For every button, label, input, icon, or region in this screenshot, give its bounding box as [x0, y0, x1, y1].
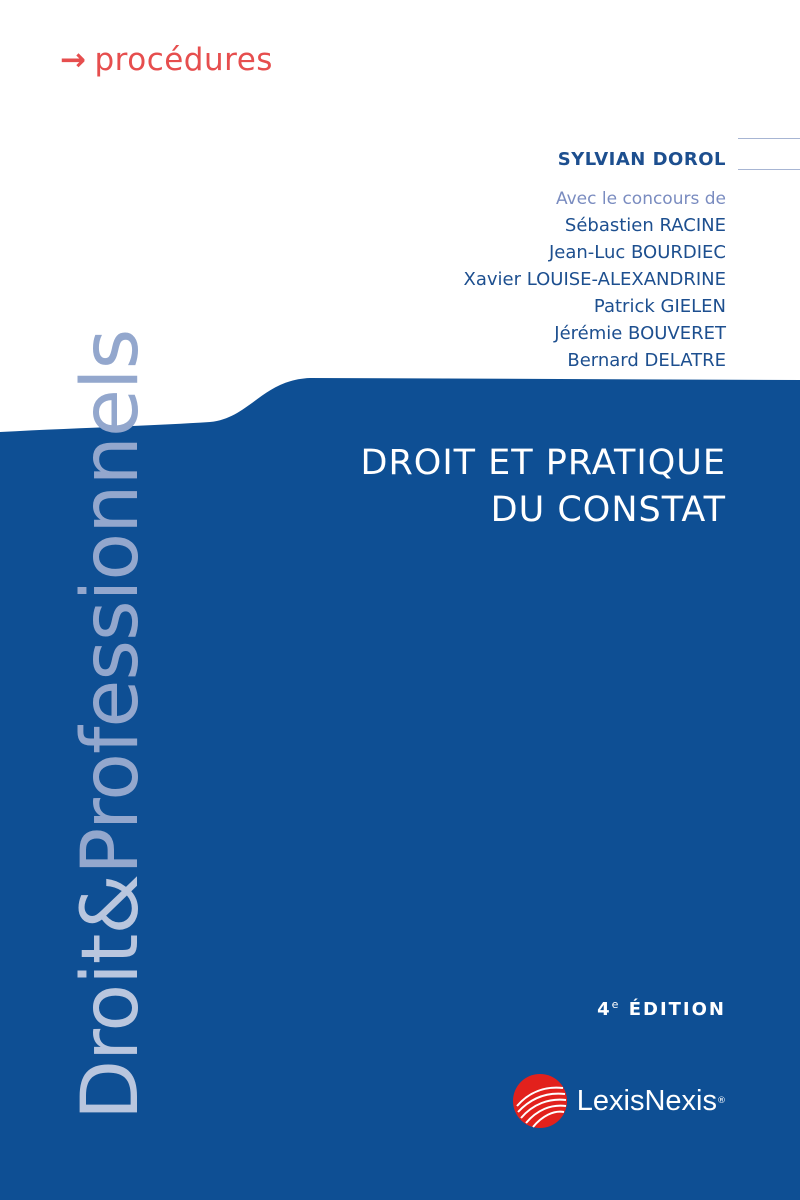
decorative-line-top — [738, 138, 800, 139]
contributor-name: Jean-Luc BOURDIEC — [548, 242, 726, 263]
edition-label — [597, 998, 726, 1020]
contributors-list — [464, 212, 727, 374]
author-block — [464, 146, 727, 374]
edition-number: 4 — [597, 999, 612, 1020]
book-title-line-2: DU CONSTAT — [490, 490, 726, 530]
registered-mark: ® — [717, 1096, 726, 1106]
collection-title-part-1: Droit& — [66, 874, 156, 1120]
publisher-name: LexisNexis — [576, 1084, 717, 1117]
series-label-text: procédures — [94, 42, 273, 78]
contributor-name: Xavier LOUISE-ALEXANDRINE — [463, 269, 726, 290]
collection-title-part-2: Professionnels — [66, 329, 156, 875]
decorative-line-bottom — [738, 169, 800, 170]
contributors-label: Avec le concours de — [555, 189, 726, 209]
edition-suffix: e — [611, 998, 621, 1011]
edition-text: ÉDITION — [628, 999, 726, 1020]
publisher-logo — [511, 1072, 726, 1130]
series-label — [60, 42, 273, 78]
contributor-name: Bernard DELATRE — [567, 350, 726, 371]
contributor-name: Sébastien RACINE — [564, 215, 726, 236]
arrow-right-icon: → — [60, 42, 87, 78]
lexisnexis-logo-icon — [511, 1072, 569, 1130]
book-title — [361, 440, 726, 534]
contributor-name: Patrick GIELEN — [593, 296, 726, 317]
contributor-name: Jérémie BOUVERET — [554, 323, 726, 344]
collection-title — [66, 329, 156, 1120]
author-name: SYLVIAN DOROL — [557, 149, 726, 170]
book-title-line-1: DROIT ET PRATIQUE — [360, 443, 726, 483]
